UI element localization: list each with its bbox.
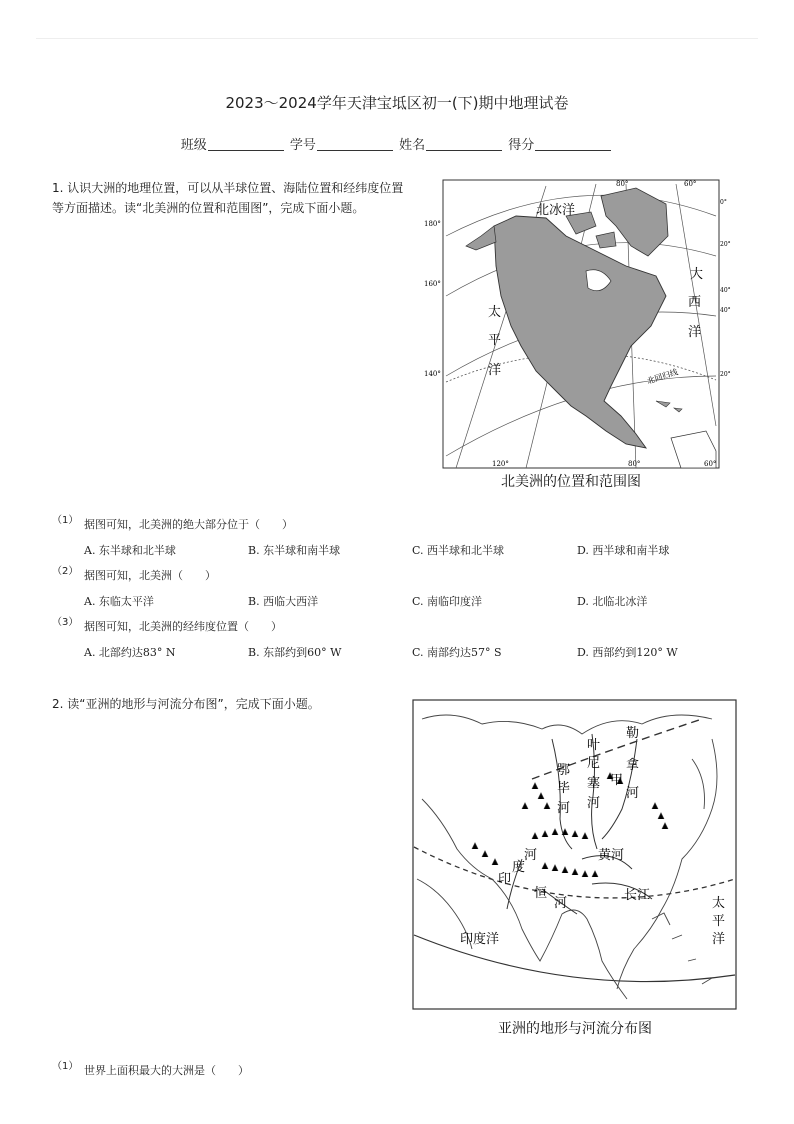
na-label-pacific-3: 洋 xyxy=(488,363,502,378)
q2-stem: 2. 读“亚洲的地形与河流分布图”，完成下面小题。 xyxy=(52,697,320,711)
q2-sub1-stem: 世界上面积最大的大洲是（ ） xyxy=(84,1064,249,1077)
na-label-tropic: 北回归线 xyxy=(645,367,680,386)
asia-label-jia: 甲 xyxy=(610,773,624,788)
asia-label-yenisei-3: 塞 xyxy=(587,776,601,791)
field-id-label: 学号 xyxy=(289,138,316,153)
q1-sub2-option-c[interactable]: C. 南临印度洋 xyxy=(412,595,483,608)
field-name-blank[interactable] xyxy=(426,138,502,151)
asia-label-ob-3: 河 xyxy=(557,801,571,816)
q1-sub3-option-d[interactable]: D. 西部约到120° W xyxy=(577,646,678,659)
q1-sub2-stem: 据图可知，北美洲（ ） xyxy=(84,569,216,582)
asia-label-indus-2: 度 xyxy=(512,860,526,875)
asia-label-indian-ocean: 印度洋 xyxy=(460,932,500,947)
na-lon-bottom-80: 80° xyxy=(628,460,641,468)
q1-sub2-number: （2） xyxy=(52,566,79,577)
q1-sub3-number: （3） xyxy=(52,617,79,628)
field-score-blank[interactable] xyxy=(535,138,611,151)
q2-sub1-number: （1） xyxy=(52,1061,79,1072)
asia-label-ob-1: 鄂 xyxy=(557,763,571,778)
na-label-pacific-2: 平 xyxy=(488,333,502,348)
na-left-deg-140: 140° xyxy=(424,370,441,378)
na-lon-top-80: 80° xyxy=(616,180,629,188)
q1-sub2-option-b[interactable]: B. 西临大西洋 xyxy=(248,595,319,608)
asia-label-lena-1: 勒 xyxy=(626,726,640,741)
q1-sub1-number: （1） xyxy=(52,515,79,526)
asia-map-caption: 亚洲的地形与河流分布图 xyxy=(498,1021,652,1037)
na-lon-bottom-120: 120° xyxy=(492,460,509,468)
asia-label-indus-3: 河 xyxy=(524,848,538,863)
asia-label-ganges-2: 河 xyxy=(554,896,568,911)
field-class-label: 班级 xyxy=(180,138,207,153)
q1-sub1-option-b[interactable]: B. 东半球和南半球 xyxy=(248,544,341,557)
na-label-pacific-1: 太 xyxy=(488,305,502,320)
asia-label-yenisei-2: 尼 xyxy=(587,756,601,771)
q1-sub1-stem: 据图可知，北美洲的绝大部分位于（ ） xyxy=(84,518,293,531)
na-label-atlantic-1: 大 xyxy=(690,267,704,282)
asia-label-ganges-1: 恒 xyxy=(534,886,548,901)
field-name-label: 姓名 xyxy=(399,138,426,153)
q1-sub3-option-c[interactable]: C. 南部约达57° S xyxy=(412,646,502,659)
na-lon-bottom-60: 60° xyxy=(704,460,717,468)
q1-sub2-option-a[interactable]: A. 东临太平洋 xyxy=(84,595,154,608)
na-map-caption: 北美洲的位置和范围图 xyxy=(501,474,641,490)
q1-sub1-option-d[interactable]: D. 西半球和南半球 xyxy=(577,544,670,557)
q1-sub2-option-d[interactable]: D. 北临北冰洋 xyxy=(577,595,648,608)
page-title: 2023～2024学年天津宝坻区初一(下)期中地理试卷 xyxy=(225,94,569,112)
student-info-row xyxy=(0,134,794,153)
asia-label-yenisei-1: 叶 xyxy=(587,738,601,753)
q1-sub3-option-b[interactable]: B. 东部约到60° W xyxy=(248,646,342,659)
na-right-deg-40a: 40° xyxy=(720,287,731,294)
asia-label-ob-2: 毕 xyxy=(557,781,571,796)
field-score-label: 得分 xyxy=(508,138,535,153)
asia-label-indus-1: 印 xyxy=(498,872,512,887)
na-left-deg-180: 180° xyxy=(424,220,441,228)
na-right-deg-40b: 40° xyxy=(720,307,731,314)
na-lon-top-60: 60° xyxy=(684,180,697,188)
asia-label-huanghe: 黄河 xyxy=(598,848,625,863)
na-label-atlantic-3: 洋 xyxy=(688,325,702,340)
asia-label-lena-3: 河 xyxy=(626,786,640,801)
q1-stem xyxy=(52,178,403,218)
na-left-deg-160: 160° xyxy=(424,280,441,288)
na-label-atlantic-2: 西 xyxy=(688,295,702,310)
field-id-blank[interactable] xyxy=(317,138,393,151)
asia-label-yenisei-4: 河 xyxy=(587,796,601,811)
field-class-blank[interactable] xyxy=(208,138,284,151)
na-right-deg-0: 0° xyxy=(720,199,727,206)
north-america-map xyxy=(416,176,731,472)
asia-label-pacific-3: 洋 xyxy=(712,932,726,947)
asia-label-pacific-1: 太 xyxy=(712,896,726,911)
q1-stem-line1: 1. 认识大洲的地理位置，可以从半球位置、海陆位置和经纬度位置 xyxy=(52,181,404,195)
q1-sub1-option-c[interactable]: C. 西半球和北半球 xyxy=(412,544,505,557)
q1-sub3-stem: 据图可知，北美洲的经纬度位置（ ） xyxy=(84,620,282,633)
asia-label-pacific-2: 平 xyxy=(712,914,726,929)
asia-label-changjiang: 长江 xyxy=(624,888,651,903)
na-label-arctic: 北冰洋 xyxy=(536,203,576,218)
top-divider xyxy=(36,38,758,39)
q1-sub3-option-a[interactable]: A. 北部约达83° N xyxy=(84,646,176,659)
q1-stem-line2: 等方面描述。读“北美洲的位置和范围图”，完成下面小题。 xyxy=(52,201,365,215)
q1-sub1-option-a[interactable]: A. 东半球和北半球 xyxy=(84,544,176,557)
na-right-deg-20b: 20° xyxy=(720,371,731,378)
asia-map xyxy=(412,699,738,1011)
asia-label-lena-2: 拿 xyxy=(626,758,640,773)
na-right-deg-20a: 20° xyxy=(720,241,731,248)
